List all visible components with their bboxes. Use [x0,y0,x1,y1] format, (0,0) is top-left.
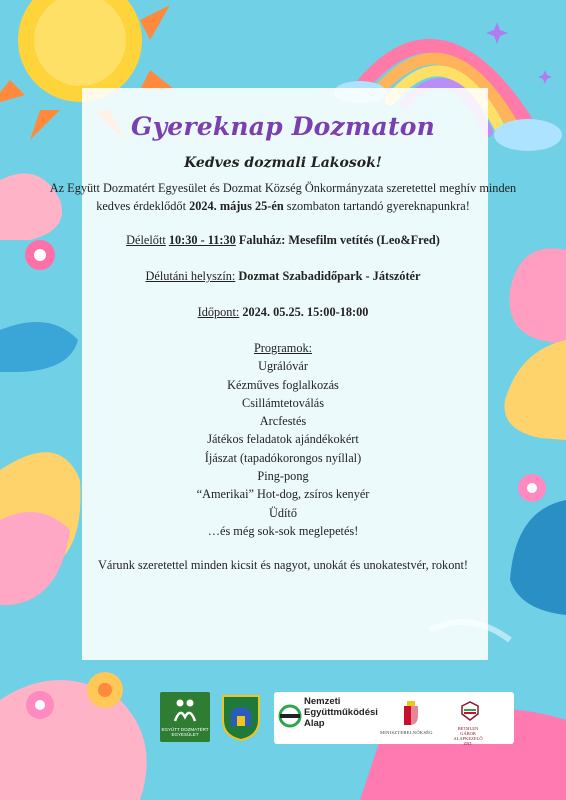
nea-line: Alap [304,718,325,729]
program-item: …és még sok-sok meglepetés! [207,523,359,538]
intro-date: 2024. május 25-én [189,199,284,213]
dozmat-coat-of-arms [218,692,264,742]
intro-post: szombaton tartandó gyereknapunkra! [283,199,470,213]
sponsor-logos [158,690,518,746]
program-item: Ping-pong [257,469,309,484]
time-label: Időpont: [197,305,240,319]
people-icon [172,697,198,725]
programs-label: Programok: [253,341,313,355]
egyesulet-logo [160,692,210,742]
nea-logo-text [304,696,378,729]
afternoon-label: Délutáni helyszín: [145,269,236,283]
bethlen-line: BETHLEN GÁBOR [457,726,479,736]
afternoon-place: Dozmat Szabadidőpark - Játszótér [238,269,421,283]
programs-list [40,339,526,540]
nea-line: Együttműködési [304,707,378,718]
program-item: Csillámtetoválás [242,395,324,410]
bethlen-logo-text [450,726,486,746]
morning-time: 10:30 - 11:30 [168,233,236,247]
egyesulet-name: EGYÜTT DOZMATÉRT EGYESÜLET [161,727,209,737]
intro-paragraph [40,179,526,215]
afternoon-line [40,267,526,285]
program-item: Íjászat (tapadókorongos nyíllal) [204,450,362,465]
time-line [40,303,526,321]
program-item: Arcfestés [259,414,307,429]
closing-text: Várunk szeretettel minden kicsit és nagyot, unokát és unokatestvér, rokont! [97,558,469,573]
bethlen-icon [460,700,480,722]
program-item: Játékos feladatok ajándékokért [207,432,359,447]
poster-content [40,96,526,574]
bethlen-line: ALAPKEZELŐ ZRT. [453,736,483,746]
hungarian-crest-icon [402,700,420,726]
greeting: Kedves dozmali Lakosok! [184,155,382,171]
ministry-name: MINISZTERELNÖKSÉG [380,730,433,735]
poster-title: Gyereknap Dozmaton [131,112,435,141]
intro-pre: Az Együtt Dozmatért Egyesület és Dozmat Község Önkormányzata szeretettel meghív minden kedves érdeklődőt [49,181,517,213]
morning-line [40,231,526,249]
program-item: Üdítő [268,505,297,520]
nea-icon [278,704,302,728]
time-value: 2024. 05.25. 15:00-18:00 [242,305,369,319]
coat-of-arms-icon [219,692,263,742]
nea-line: Nemzeti [304,696,341,707]
morning-event: Faluház: Mesefilm vetítés (Leo&Fred) [238,233,440,247]
program-item: Kézműves foglalkozás [227,377,339,392]
program-item: Ugrálóvár [258,359,308,374]
morning-label: Délelőtt [126,233,166,247]
program-item: “Amerikai” Hot-dog, zsíros kenyér [196,487,370,502]
